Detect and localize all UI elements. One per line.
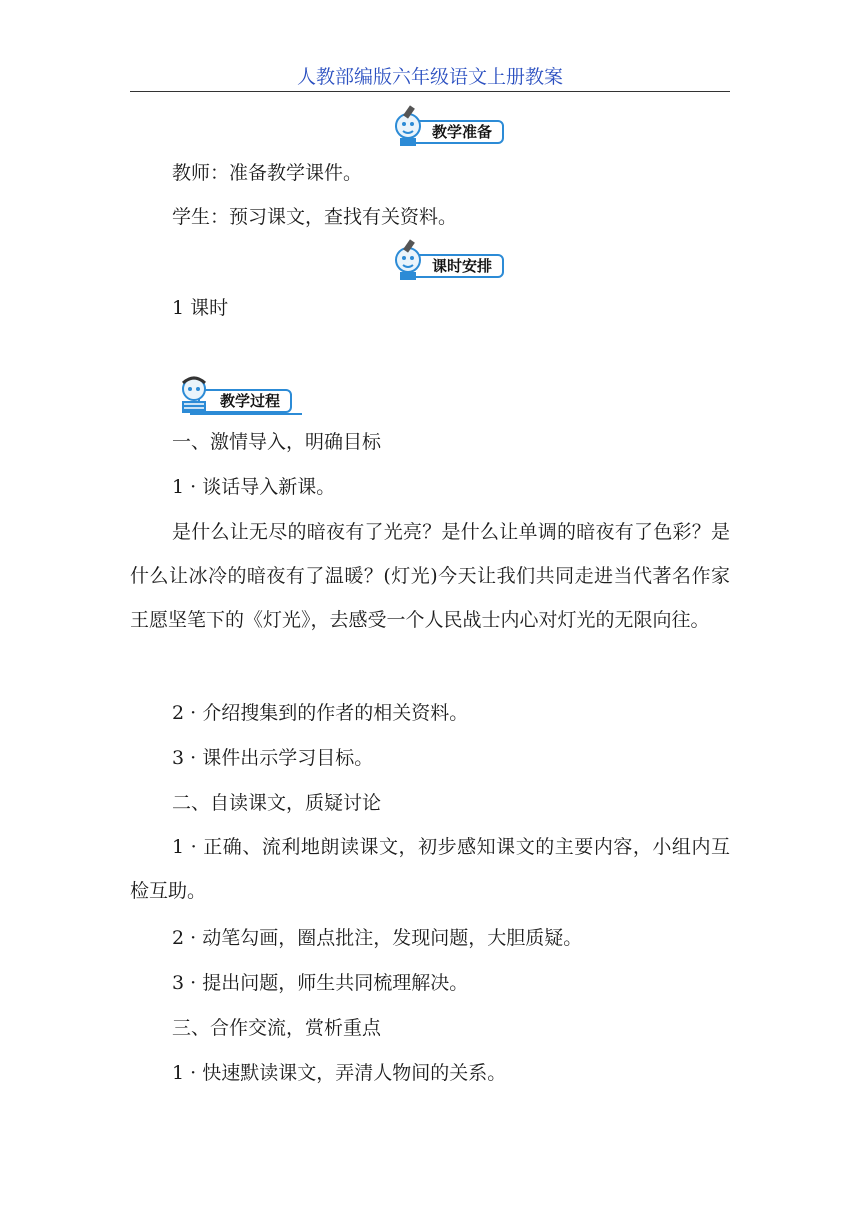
section-badge-label: 教学准备 <box>410 120 504 144</box>
section-badge-label: 教学过程 <box>198 389 292 413</box>
section-badge-prep <box>388 116 512 146</box>
step3-title: 三、合作交流，赏析重点 <box>172 1017 382 1039</box>
badge-underline <box>190 413 302 415</box>
mascot-icon <box>172 371 216 415</box>
step2-item1: 1 · 正确、流利地朗读课文，初步感知课文的主要内容，小组内互检互助。 <box>130 836 730 902</box>
step2-title: 二、自读课文，质疑讨论 <box>172 792 382 814</box>
step2-item2: 2 · 动笔勾画，圈点批注，发现问题，大胆质疑。 <box>172 927 583 949</box>
step1-item1: 1 · 谈话导入新课。 <box>172 476 336 498</box>
step2-item3: 3 · 提出问题，师生共同梳理解决。 <box>172 972 469 994</box>
step1-item2: 2 · 介绍搜集到的作者的相关资料。 <box>172 702 469 724</box>
section-badge-label: 课时安排 <box>410 254 504 278</box>
step3-item1: 1 · 快速默读课文，弄清人物间的关系。 <box>172 1062 507 1084</box>
prep-student-line: 学生：预习课文，查找有关资料。 <box>172 206 458 228</box>
section-badge-process <box>172 385 332 415</box>
step1-item3: 3 · 课件出示学习目标。 <box>172 747 374 769</box>
section-badge-schedule <box>388 250 512 280</box>
schedule-text: 1 课时 <box>172 297 229 319</box>
mascot-icon <box>388 238 432 282</box>
page-header-title: 人教部编版六年级语文上册教案 <box>296 66 563 88</box>
mascot-icon <box>388 104 432 148</box>
header-divider <box>130 91 730 92</box>
step1-paragraph: 是什么让无尽的暗夜有了光亮？是什么让单调的暗夜有了色彩？是什么让冰冷的暗夜有了温暖？(灯光)今天让我们共同走进当代著名作家王愿坚笔下的《灯光》，去感受一个人民战士内心对灯光的无限向往。 <box>130 521 730 631</box>
prep-teacher-line: 教师：准备教学课件。 <box>172 162 363 184</box>
step1-title: 一、激情导入，明确目标 <box>172 431 382 453</box>
